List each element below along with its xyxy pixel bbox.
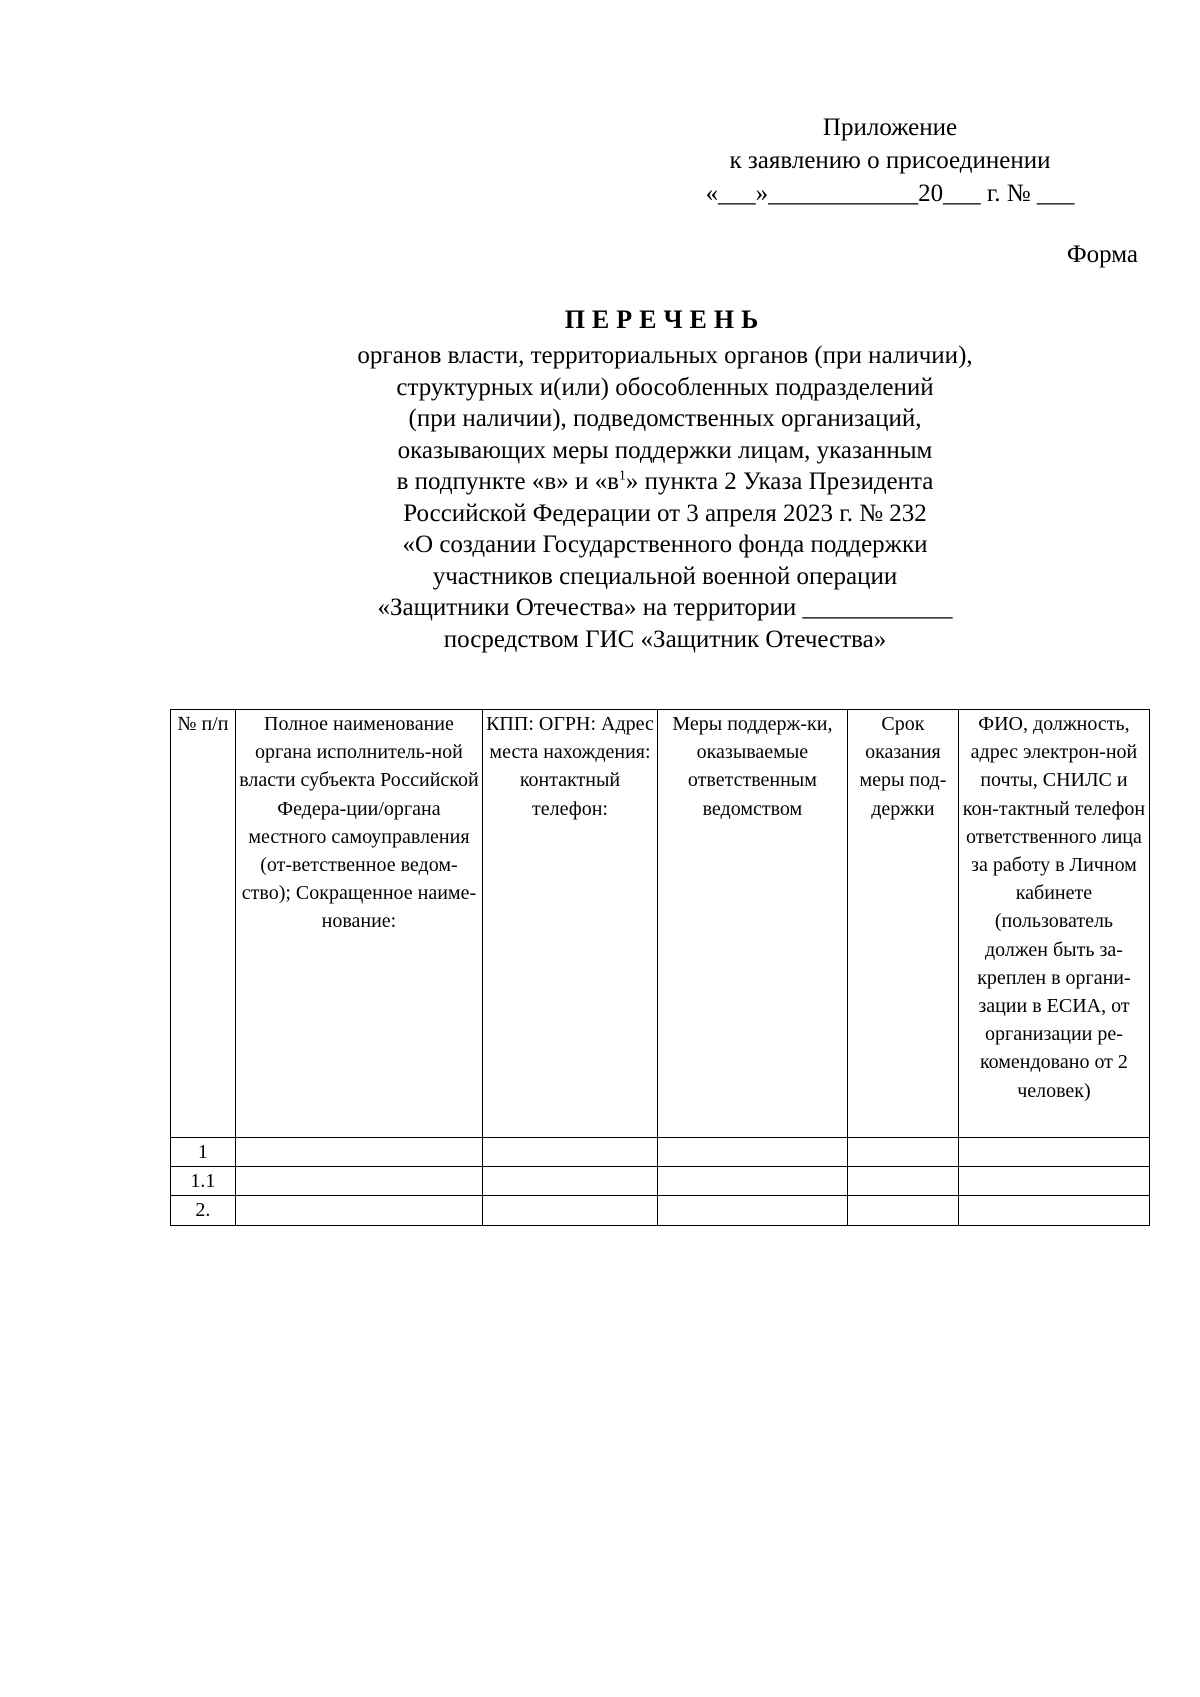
header-responsible-person: ФИО, должность, адрес электрон-ной почты, СНИЛС и кон-тактный телефон ответственного лица за работу в Личном кабинете (пользователь должен быть за-креплен в органи-зации в ЕСИА, от организации ре-комендовано от 2 человек) (958, 710, 1149, 1138)
list-table (170, 709, 1150, 1226)
annex-subtitle: к заявлению о присоединении (729, 147, 1051, 174)
subtitle-line: (при наличии), подведомственных организаций, (408, 405, 922, 432)
subtitle-line (265, 466, 1065, 498)
subtitle-line: Российской Федерации от 3 апреля 2023 г. № 232 (403, 499, 927, 527)
table-header-row (171, 710, 1150, 1138)
table-cell (958, 1196, 1149, 1225)
header-full-name: Полное наименование органа исполнитель-ной власти субъекта Российской Федера-ции/органа местного самоуправления (от-ветственное ведом-ство); Сокращенное наиме-нование: (235, 710, 482, 1138)
table-cell (847, 1196, 958, 1225)
table-row (171, 1138, 1150, 1167)
table-cell (235, 1167, 482, 1196)
row-number: 2. (171, 1196, 236, 1225)
header-support-term: Срок оказания меры под-держки (847, 710, 958, 1138)
subtitle-line: оказывающих меры поддержки лицам, указанным (397, 436, 933, 464)
row-number: 1 (171, 1138, 236, 1167)
form-label: Форма (1066, 241, 1138, 268)
table-cell (958, 1138, 1149, 1167)
header-kpp-ogrn: КПП: ОГРН: Адрес места нахождения: контактный телефон: (483, 710, 658, 1138)
subtitle-line: посредством ГИС «Защитник Отечества» (443, 625, 887, 653)
table-cell (657, 1196, 847, 1225)
table-cell (483, 1167, 658, 1196)
table-cell (657, 1138, 847, 1167)
subtitle-line: «Защитники Отечества» на территории ____________ (377, 594, 953, 621)
table-cell (483, 1138, 658, 1167)
row-number: 1.1 (171, 1167, 236, 1196)
table-cell (483, 1196, 658, 1225)
annex-block (680, 111, 1100, 210)
subtitle-text: в подпункте «в» и «в (396, 468, 619, 495)
annex-title: Приложение (822, 114, 958, 141)
subtitle-line: «О создании Государственного фонда поддержки (402, 531, 928, 558)
document-title: ПЕРЕЧЕНЬ (564, 305, 766, 334)
table-cell (235, 1138, 482, 1167)
table-cell (657, 1167, 847, 1196)
annex-date-line: «___»____________20___ г. № ___ (705, 180, 1075, 207)
table-cell (235, 1196, 482, 1225)
subtitle-line: участников специальной военной операции (432, 562, 898, 590)
subtitle-text: » пункта 2 Указа Президента (625, 468, 934, 495)
table-row (171, 1167, 1150, 1196)
subtitle-line: структурных и(или) обособленных подразделений (396, 373, 934, 401)
table-row (171, 1196, 1150, 1225)
table-cell (847, 1167, 958, 1196)
document-subtitle (265, 340, 1065, 655)
header-support-measures: Меры поддерж-ки, оказываемые ответственным ведомством (657, 710, 847, 1138)
table-cell (847, 1138, 958, 1167)
table-cell (958, 1167, 1149, 1196)
header-number: № п/п (171, 710, 236, 1138)
subtitle-line: органов власти, территориальных органов (при наличии), (357, 342, 973, 369)
superscript: 1 (618, 468, 626, 484)
